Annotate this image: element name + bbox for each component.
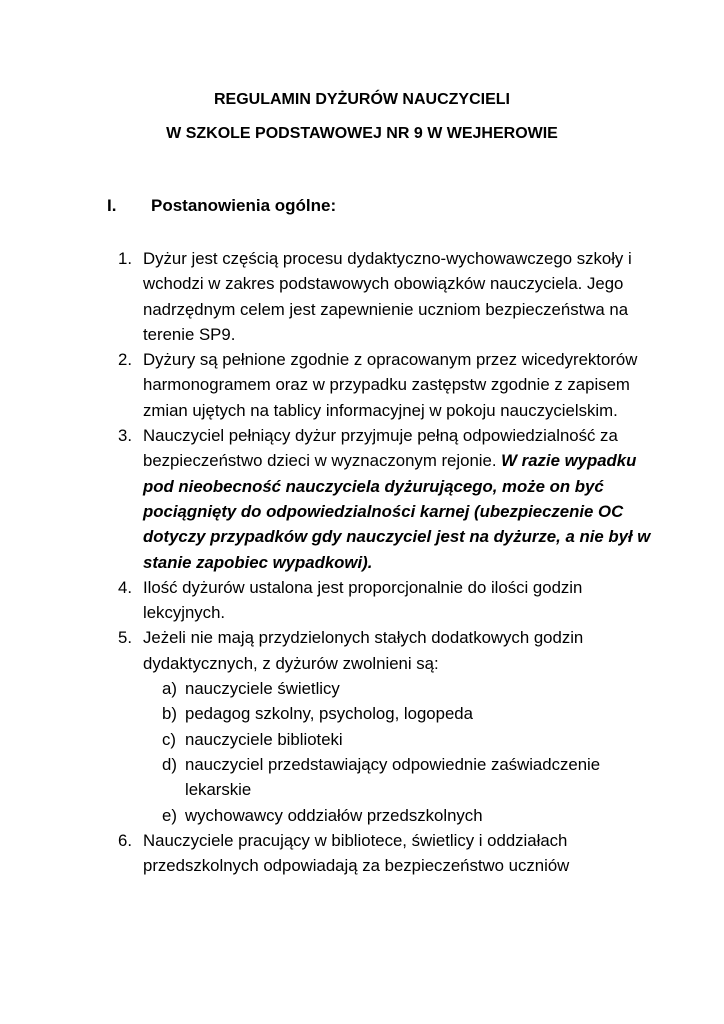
sub-list-item-text: pedagog szkolny, psycholog, logopeda [185, 704, 473, 724]
list-item-number: 2. [118, 350, 132, 370]
list-item-text: Jeżeli nie mają przydzielonych stałych dodatkowych godzin dydaktycznych, z dyżurów zwolnieni są: [143, 628, 584, 673]
list-item-text: Nauczyciel pełniący dyżur przyjmuje pełną odpowiedzialność za bezpieczeństwo dzieci w wyznaczonym rejonie. [143, 426, 618, 471]
list-item [0, 625, 724, 676]
list-item-text: Nauczyciele pracujący w bibliotece, świetlicy i oddziałach przedszkolnych odpowiadają za bezpieczeństwo uczniów [143, 830, 570, 876]
sub-list-item [0, 803, 724, 828]
sub-list-item-text: wychowawcy oddziałów przedszkolnych [185, 805, 483, 825]
list-item [0, 347, 724, 423]
section-number: I. [107, 196, 117, 215]
sub-list-item-letter: b) [162, 704, 177, 724]
sub-list-item-letter: e) [162, 805, 177, 825]
sub-list-item [0, 752, 724, 803]
list-item-text: Dyżury są pełnione zgodnie z opracowanym przez wicedyrektorów harmonogramem oraz w przypadku zastępstw zgodnie z zapisem zmian ujętych na tablicy informacyjnej w pokoju nauczycielskim. [143, 350, 638, 420]
sub-list-item-text: nauczyciele świetlicy [185, 679, 340, 699]
sub-list-item [0, 701, 724, 726]
list-item-number: 6. [118, 830, 132, 850]
document-title-line-2: W SZKOLE PODSTAWOWEJ NR 9 W WEJHEROWIE [166, 125, 558, 142]
regulations-list [0, 246, 724, 878]
list-item-number: 5. [118, 628, 132, 648]
list-item-emphasis: W razie wypadku pod nieobecność nauczyciela dyżurującego, może on być pociągnięty do odpowiedzialności karnej (ubezpieczenie OC dotyczy przypadków gdy nauczyciel jest na dyżurze, a nie był w stanie zapobiec wypadkowi). [143, 451, 651, 572]
sub-list-item-text: nauczyciel przedstawiający odpowiednie zaświadczenie lekarskie [185, 754, 601, 800]
list-item [0, 828, 724, 879]
section-title: Postanowienia ogólne: [151, 196, 337, 215]
list-item [0, 575, 724, 626]
list-item [0, 423, 724, 575]
document-title-line-1: REGULAMIN DYŻURÓW NAUCZYCIELI [214, 91, 510, 108]
sub-list-item-letter: a) [162, 679, 177, 699]
list-item-text: Ilość dyżurów ustalona jest proporcjonalnie do ilości godzin lekcyjnych. [143, 577, 583, 623]
sub-list-item-letter: d) [162, 754, 177, 774]
list-item [0, 246, 724, 347]
list-item-number: 1. [118, 249, 132, 268]
list-item-number: 4. [118, 577, 132, 597]
sub-list-item [0, 727, 724, 752]
sub-list-item-letter: c) [162, 729, 176, 749]
sub-list-item-text: nauczyciele biblioteki [185, 729, 343, 749]
sub-list-item [0, 676, 724, 701]
list-item-number: 3. [118, 426, 132, 446]
list-item-text: Dyżur jest częścią procesu dydaktyczno-wychowawczego szkoły i wchodzi w zakres podstawowych obowiązków nauczyciela. Jego nadrzędnym celem jest zapewnienie uczniom bezpieczeństwa na terenie SP9. [143, 249, 632, 344]
